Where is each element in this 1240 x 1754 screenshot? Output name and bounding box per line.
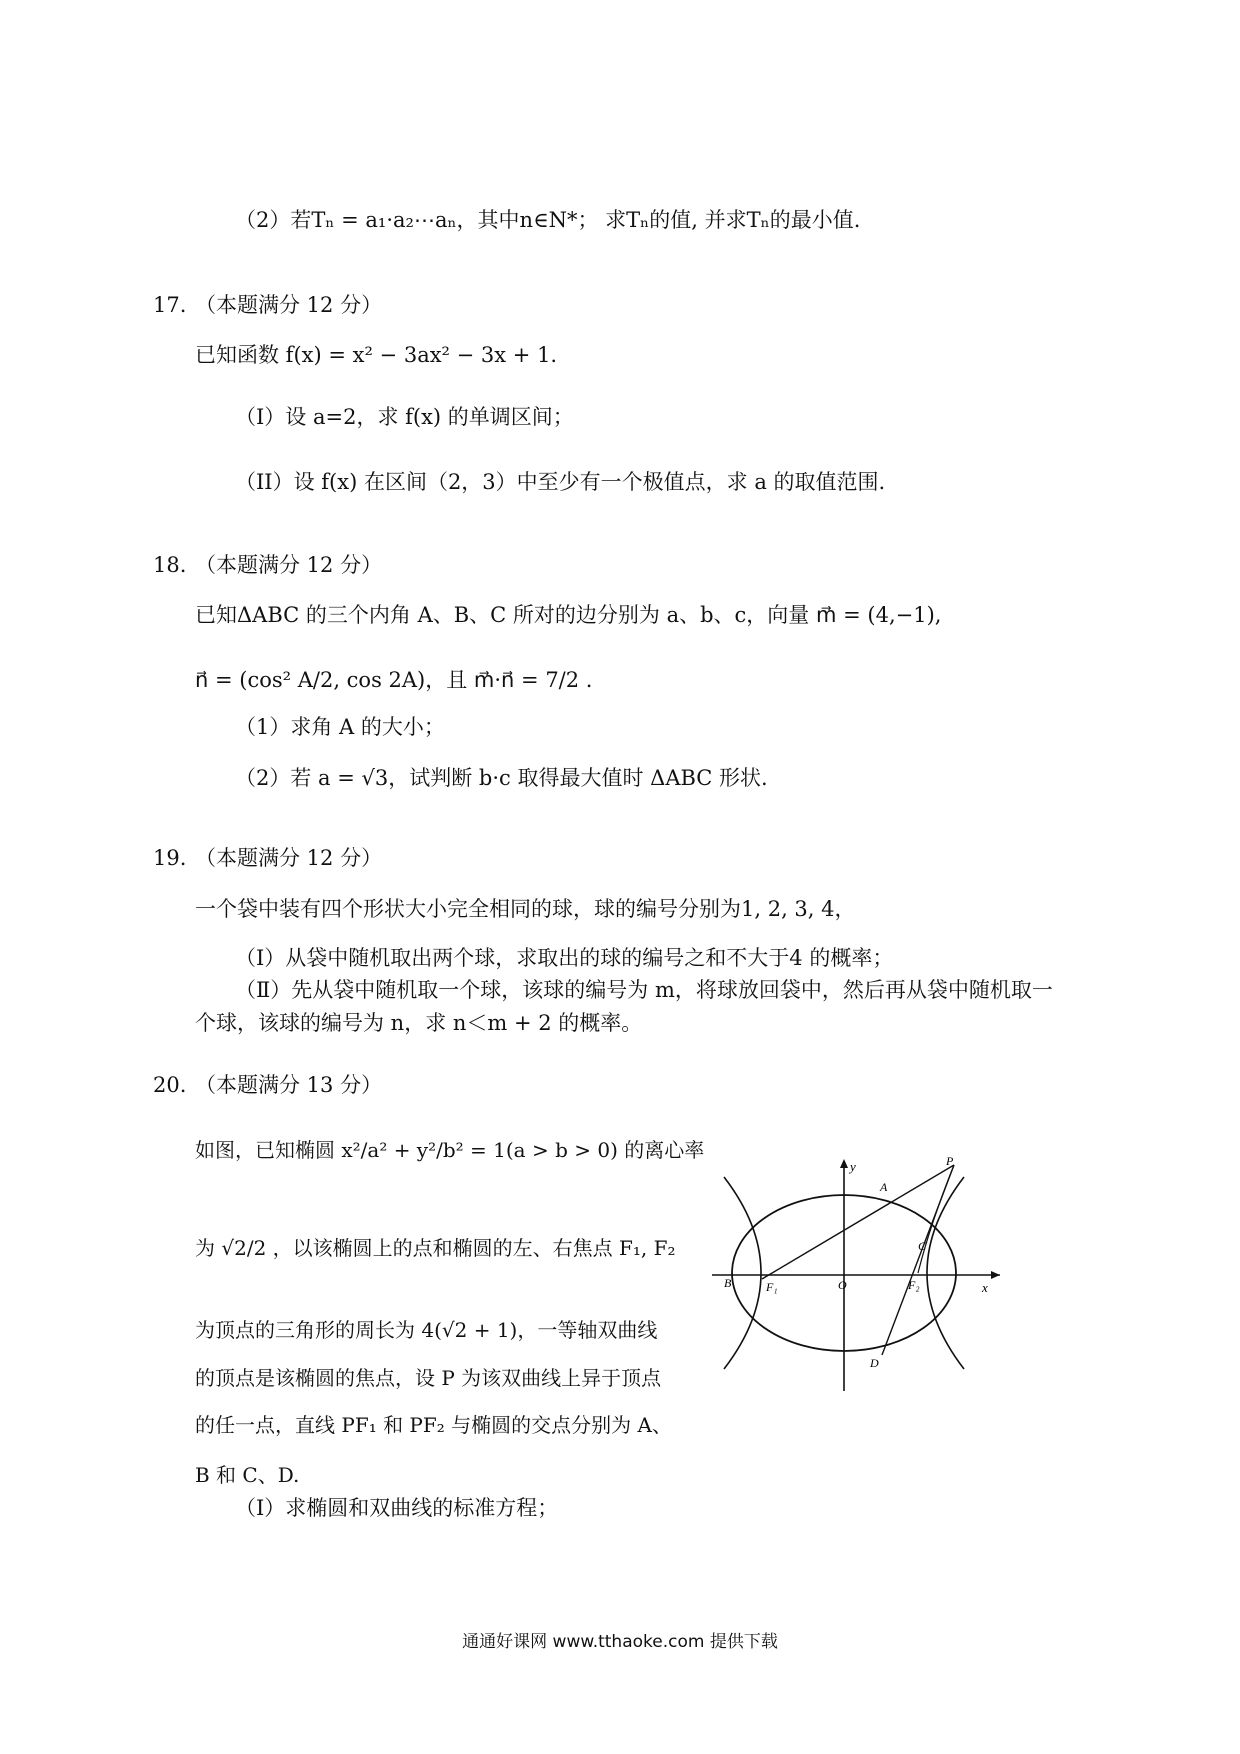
- q20-part1: （Ⅰ）求椭圆和双曲线的标准方程；: [235, 1496, 559, 1520]
- hyperbola-right-branch: [927, 1177, 964, 1369]
- hyperbola-left-branch: [724, 1177, 761, 1369]
- q17-part1: （I）设 a=2，求 f(x) 的单调区间；: [235, 405, 574, 429]
- q19-score: （本题满分 12 分）: [195, 846, 383, 870]
- q18-part2: （2）若 a = √3，试判断 b·c 取得最大值时 ΔABC 形状.: [235, 766, 768, 790]
- q18-stem-line2: n⃗ = (cos² A/2, cos 2A)，且 m⃗·n⃗ = 7/2 .: [195, 668, 593, 692]
- q20-text-line6: B 和 C、D.: [195, 1463, 300, 1487]
- q19-part2-line1: （Ⅱ）先从袋中随机取一个球，该球的编号为 m，将球放回袋中，然后再从袋中随机取一: [235, 978, 1053, 1002]
- ellipse-hyperbola-figure: [712, 1155, 1000, 1395]
- q17-part2: （II）设 f(x) 在区间（2，3）中至少有一个极值点，求 a 的取值范围.: [235, 470, 886, 494]
- label-f1: F₁: [766, 1280, 778, 1294]
- x-axis-arrow: [991, 1271, 1000, 1279]
- q18-stem-line1: 已知ΔABC 的三个内角 A、B、C 所对的边分别为 a、b、c，向量 m⃗ = (4,−1),: [195, 603, 942, 627]
- label-o: O: [838, 1278, 847, 1292]
- q20-score: （本题满分 13 分）: [195, 1073, 383, 1097]
- q20-number: 20.: [153, 1073, 187, 1097]
- line-pf1: [762, 1165, 954, 1279]
- label-f2: F₂: [908, 1278, 920, 1292]
- q20-text-line2: 为 √2/2 ，以该椭圆上的点和椭圆的左、右焦点 F₁, F₂: [195, 1236, 676, 1260]
- q20-text-line5: 的任一点，直线 PF₁ 和 PF₂ 与椭圆的交点分别为 A、: [195, 1413, 672, 1437]
- q19-number: 19.: [153, 846, 187, 870]
- label-c: C: [918, 1239, 927, 1253]
- q19-part2-line2: 个球，该球的编号为 n，求 n＜m + 2 的概率。: [195, 1011, 643, 1035]
- label-p: P: [946, 1155, 954, 1168]
- q17-score: （本题满分 12 分）: [195, 293, 383, 317]
- label-b: B: [724, 1276, 732, 1290]
- q19-stem: 一个袋中装有四个形状大小完全相同的球，球的编号分别为1, 2, 3, 4，: [195, 897, 856, 921]
- q17-stem: 已知函数 f(x) = x² − 3ax² − 3x + 1.: [195, 343, 558, 367]
- q20-text-line3: 为顶点的三角形的周长为 4(√2 + 1)，一等轴双曲线: [195, 1318, 658, 1342]
- q20-text-line4: 的顶点是该椭圆的焦点，设 P 为该双曲线上异于顶点: [195, 1366, 662, 1390]
- label-x: x: [982, 1280, 988, 1295]
- q18-number: 18.: [153, 553, 187, 577]
- label-a: A: [880, 1180, 888, 1194]
- q19-part1: （Ⅰ）从袋中随机取出两个球，求取出的球的编号之和不大于4 的概率；: [235, 946, 894, 970]
- y-axis-arrow: [840, 1159, 848, 1168]
- page-footer: 通通好课网 www.tthaoke.com 提供下载: [462, 1632, 778, 1652]
- q16-part2: （2）若Tₙ = a₁·a₂⋯aₙ，其中n∈N*； 求Tₙ的值, 并求Tₙ的最小值.: [235, 208, 861, 232]
- q17-number: 17.: [153, 293, 187, 317]
- label-d: D: [870, 1356, 879, 1370]
- q20-text-line1: 如图，已知椭圆 x²/a² + y²/b² = 1(a > b > 0) 的离心率: [195, 1138, 705, 1162]
- q18-part1: （1）求角 A 的大小；: [235, 715, 445, 739]
- label-y: y: [850, 1159, 856, 1174]
- q18-score: （本题满分 12 分）: [195, 553, 383, 577]
